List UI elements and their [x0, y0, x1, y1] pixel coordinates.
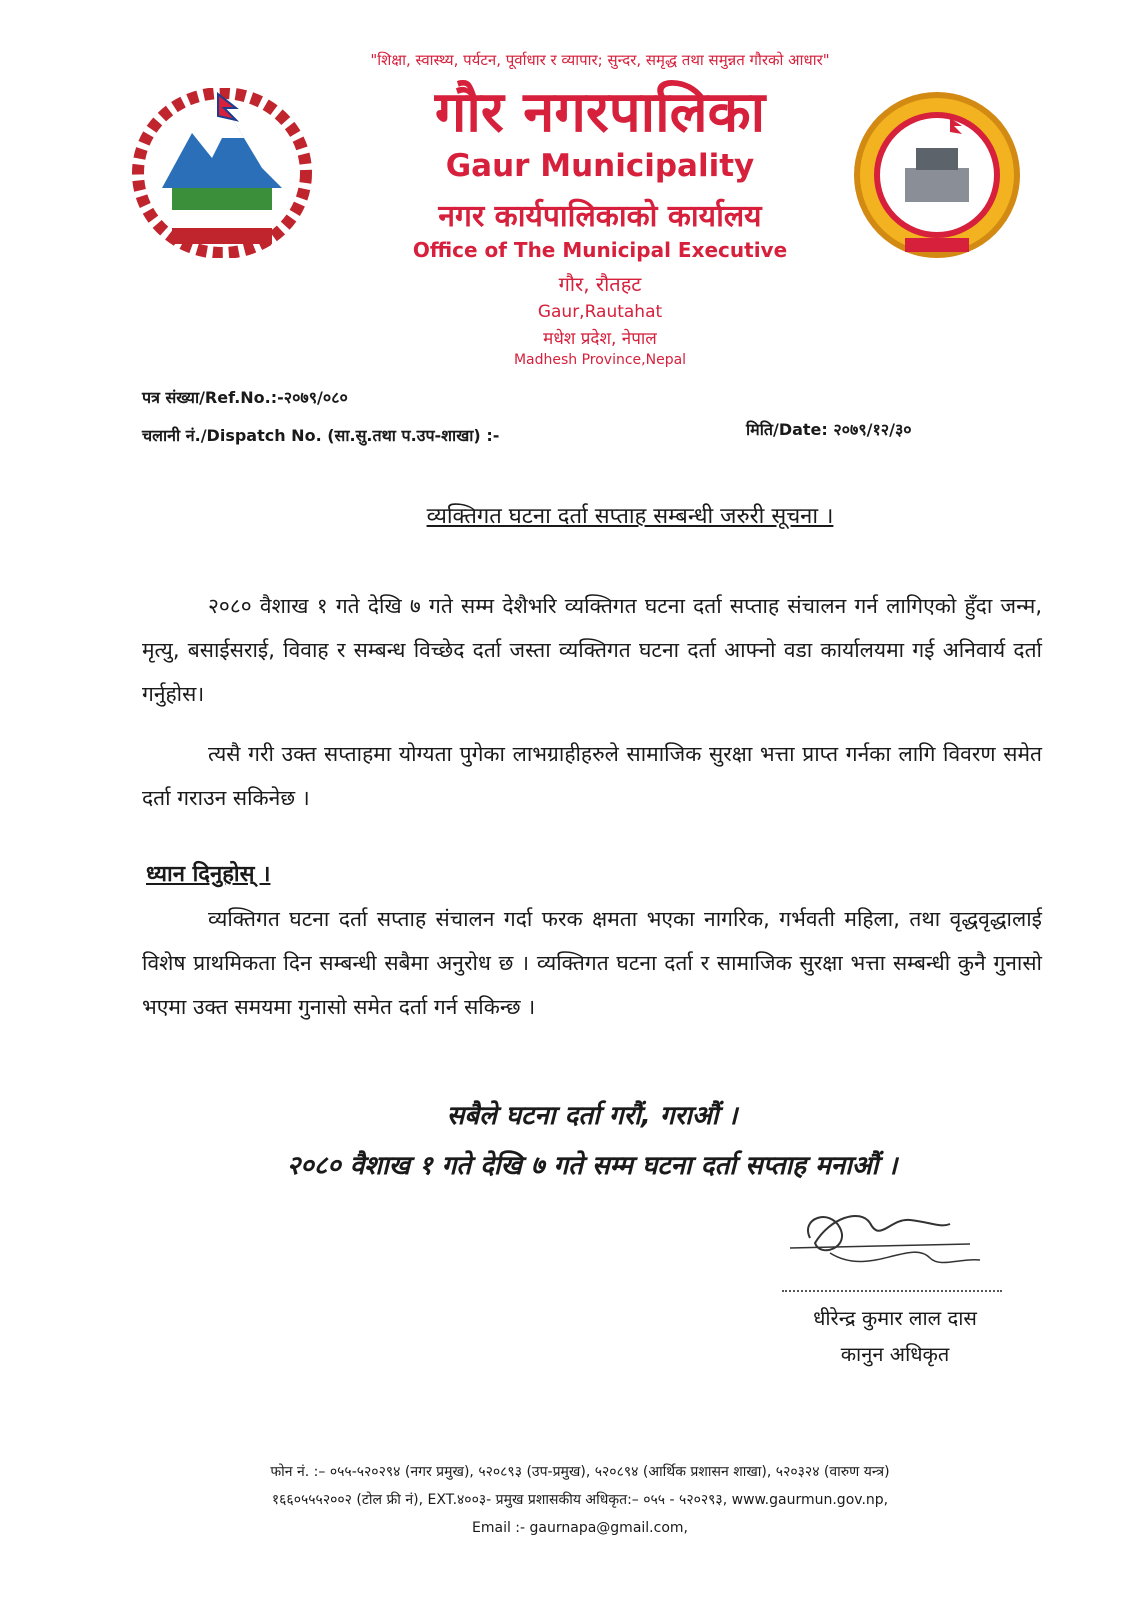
- body-paragraph-3: व्यक्तिगत घटना दर्ता सप्ताह संचालन गर्दा फरक क्षमता भएका नागरिक, गर्भवती महिला, तथा वृद्धवृद्धालाई विशेष प्राथमिकता दिन सम्बन्धी सबैमा अनुरोध छ । व्यक्तिगत घटना दर्ता र सामाजिक सुरक्षा भत्ता सम्बन्धी कुनै गुनासो भएमा उक्त समयमा गुनासो समेत दर्ता गर्न सकिन्छ ।: [142, 907, 1042, 1019]
- municipality-name-english: Gaur Municipality: [445, 148, 755, 184]
- address-nepali: गौर, रौतहट: [558, 272, 642, 296]
- letter-subject: व्यक्तिगत घटना दर्ता सप्ताह सम्बन्धी जरुरी सूचना ।: [426, 504, 834, 529]
- slogan-line-2: २०८० वैशाख १ गते देखि ७ गते सम्म घटना दर्ता सप्ताह मनाऔं ।: [286, 1151, 898, 1181]
- address-english: Gaur,Rautahat: [537, 302, 663, 322]
- municipality-seal-icon: [850, 88, 1025, 263]
- footer-contact-line: १६६०५५५२००२ (टोल फ्री नं), EXT.४००३- प्रमुख प्रशासकीय अधिकृत:– ०५५ - ५२०२९३, www.gaurmun.gov.np,: [271, 1492, 889, 1508]
- office-name-nepali: नगर कार्यपालिकाको कार्यालय: [438, 199, 762, 234]
- footer-phone-line: फोन नं. :– ०५५-५२०२९४ (नगर प्रमुख), ५२०८९३ (उप-प्रमुख), ५२०८९४ (आर्थिक प्रशासन शाखा), ५२०३२४ (वारुण यन्त्र): [270, 1464, 890, 1480]
- body-paragraph-1: २०८० वैशाख १ गते देखि ७ गते सम्म देशैभरि व्यक्तिगत घटना दर्ता सप्ताह संचालन गर्न लागिएको हुँदा जन्म, मृत्यु, बसाईसराई, विवाह र सम्बन्ध विच्छेद दर्ता जस्ता व्यक्तिगत घटना दर्ता आफ्नो वडा कार्यालयमा गई अनिवार्य दर्ता गर्नुहोस।: [142, 594, 1042, 706]
- signature-line: [782, 1290, 1002, 1292]
- signer-title: कानुन अधिकृत: [840, 1342, 950, 1366]
- municipality-name-nepali: गौर नगरपालिका: [434, 80, 766, 145]
- dispatch-number: चलानी नं./Dispatch No. (सा.सु.तथा प.उप-शाखा) :-: [142, 426, 500, 445]
- letter-date: मिति/Date: २०७९/१२/३०: [746, 420, 912, 439]
- body-paragraph-2: त्यसै गरी उक्त सप्ताहमा योग्यता पुगेका लाभग्राहीहरुले सामाजिक सुरक्षा भत्ता प्राप्त गर्नका लागि विवरण समेत दर्ता गराउन सकिनेछ ।: [142, 742, 1042, 810]
- slogan-line-1: सबैले घटना दर्ता गरौं, गराऔं ।: [446, 1101, 738, 1131]
- reference-number: पत्र संख्या/Ref.No.:-२०७९/०८०: [142, 388, 348, 407]
- province-english: Madhesh Province,Nepal: [513, 352, 687, 368]
- office-name-english: Office of The Municipal Executive: [412, 238, 788, 262]
- nepal-emblem-icon: [132, 88, 312, 258]
- attention-heading: ध्यान दिनुहोस् ।: [146, 862, 271, 887]
- footer-email-line: Email :- gaurnapa@gmail.com,: [472, 1520, 688, 1536]
- handwritten-signature: [770, 1198, 1000, 1288]
- tagline: "शिक्षा, स्वास्थ्य, पर्यटन, पूर्वाधार र व्यापार; सुन्दर, समृद्ध तथा समुन्नत गौरको आधार": [370, 51, 830, 69]
- signer-name: धीरेन्द्र कुमार लाल दास: [813, 1306, 977, 1330]
- province-nepali: मधेश प्रदेश, नेपाल: [543, 329, 657, 349]
